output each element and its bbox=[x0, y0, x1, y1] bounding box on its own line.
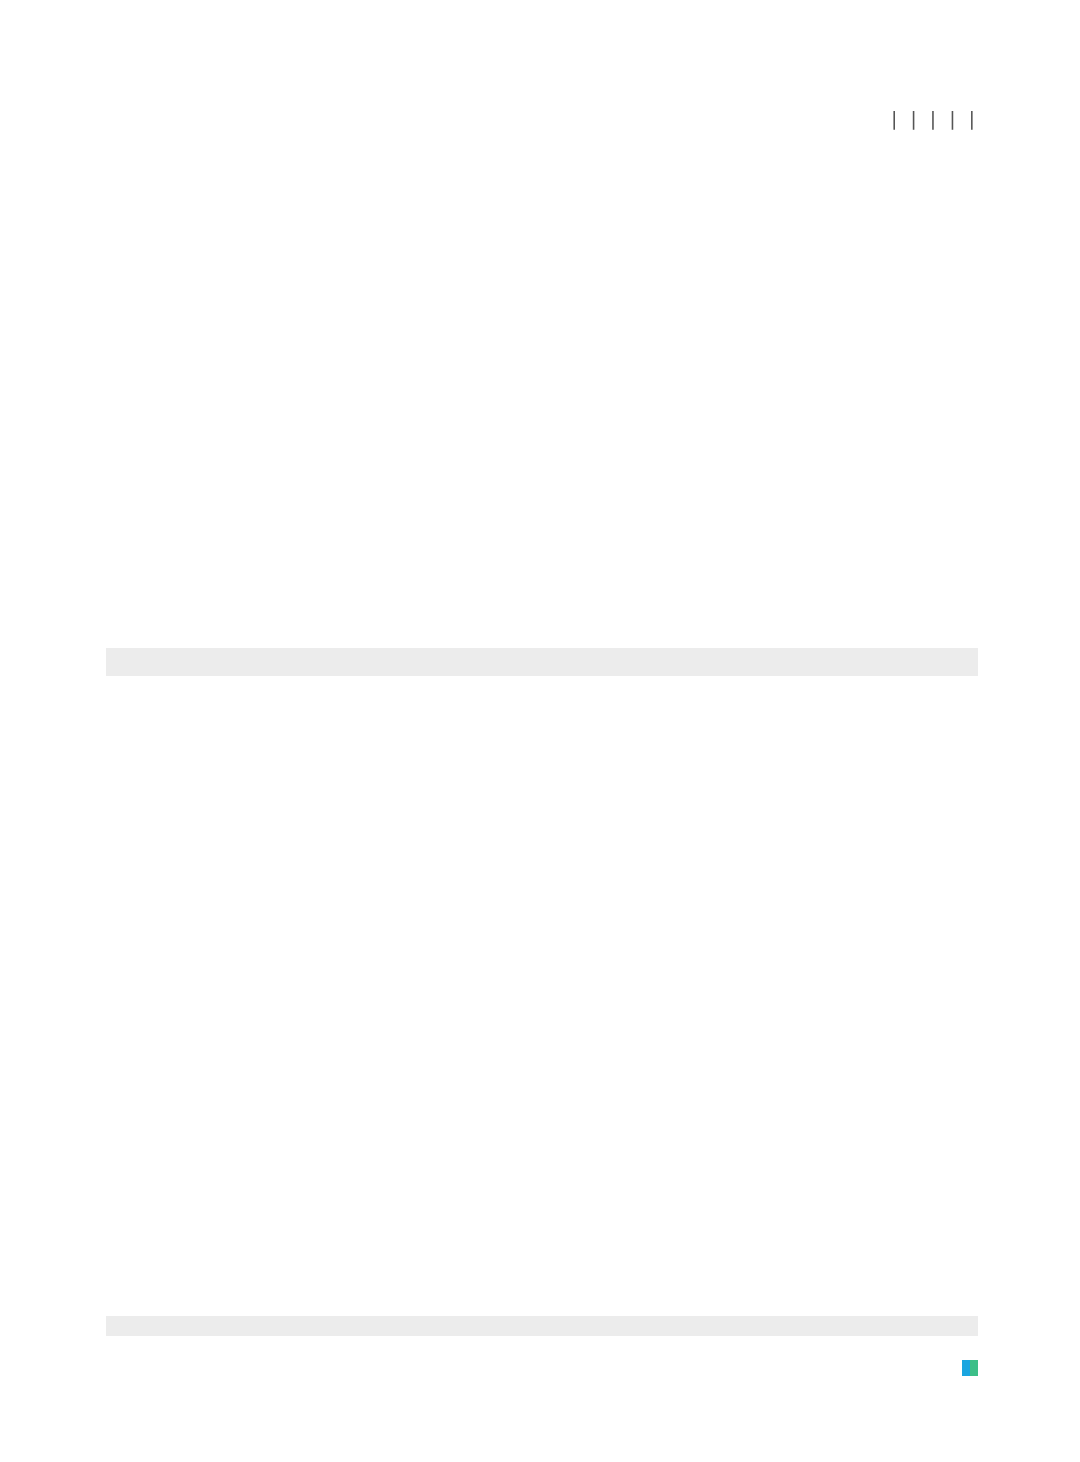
page-marker-icon bbox=[962, 1360, 978, 1376]
table1-note bbox=[106, 648, 978, 676]
table2-note bbox=[106, 1316, 978, 1336]
motto: | | | | | bbox=[890, 108, 976, 130]
